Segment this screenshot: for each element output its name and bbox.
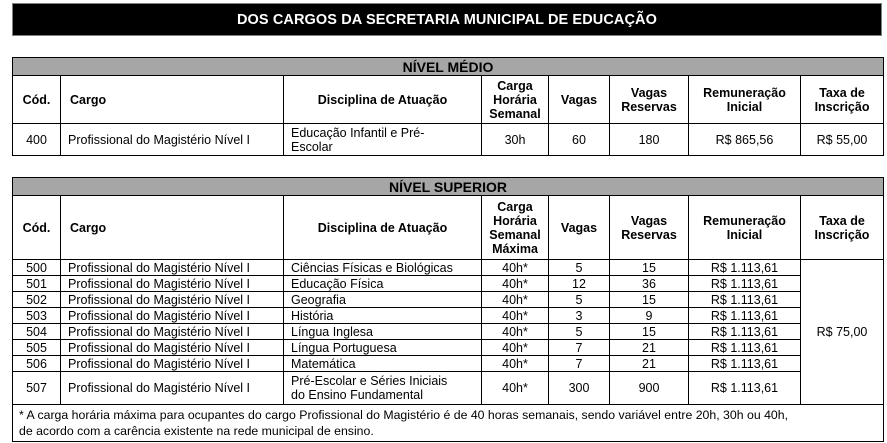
cell-carga: 40h*: [482, 308, 549, 324]
cell-remuneracao: R$ 1.113,61: [689, 276, 801, 292]
cell-carga: 40h*: [482, 372, 549, 405]
table-row: [13, 308, 884, 324]
header-line: Taxa de: [819, 213, 865, 228]
cell-vagas: 5: [549, 260, 610, 276]
cell-line: Língua Inglesa: [291, 324, 374, 339]
header-line: Inscrição: [814, 99, 870, 114]
cell-vagas-reservas: 21: [610, 340, 689, 356]
cell-vagas-reservas: 9: [610, 308, 689, 324]
cell-cargo: Profissional do Magistério Nível I: [61, 260, 284, 276]
header-line: Remuneração: [703, 85, 786, 100]
col-header-cargo: Cargo: [61, 196, 284, 260]
cell-line: Educação Infantil e Pré-: [291, 125, 425, 140]
cell-cargo: Profissional do Magistério Nível I: [61, 124, 284, 156]
cell-remuneracao: R$ 1.113,61: [689, 324, 801, 340]
nivel-medio-table: [12, 57, 884, 156]
table-row: [13, 356, 884, 372]
col-header-carga: [482, 76, 549, 124]
col-header-remuneracao: [689, 76, 801, 124]
cell-carga: 30h: [482, 124, 549, 156]
nivel-superior-table: [12, 177, 884, 442]
cell-line: Ciências Físicas e Biológicas: [291, 260, 453, 275]
footnote-line: * A carga horária máxima para ocupantes do cargo Profissional do Magistério é de 40 horas semanais, sendo variável entre 20h, 30h ou 40h,: [19, 408, 789, 422]
footnote-row: [13, 405, 884, 442]
cell-disciplina: [284, 260, 482, 276]
table-row: [13, 276, 884, 292]
cell-cod: 506: [13, 356, 61, 372]
cell-carga: 40h*: [482, 324, 549, 340]
cell-cod: 400: [13, 124, 61, 156]
cell-line: Escolar: [291, 139, 333, 154]
cell-disciplina: [284, 292, 482, 308]
cell-vagas-reservas: 900: [610, 372, 689, 405]
cell-cod: 501: [13, 276, 61, 292]
footnote: [13, 405, 884, 442]
header-line: Taxa de: [819, 85, 865, 100]
cell-line: Língua Portuguesa: [291, 340, 397, 355]
cell-disciplina: [284, 324, 482, 340]
cell-disciplina: [284, 372, 482, 405]
cell-disciplina: [284, 124, 482, 156]
cell-remuneracao: R$ 1.113,61: [689, 260, 801, 276]
cell-carga: 40h*: [482, 356, 549, 372]
cell-cargo: Profissional do Magistério Nível I: [61, 292, 284, 308]
col-header-carga: [482, 196, 549, 260]
cell-remuneracao: R$ 1.113,61: [689, 356, 801, 372]
cell-line: do Ensino Fundamental: [291, 388, 424, 402]
col-header-vagas: Vagas: [549, 196, 610, 260]
header-line: Reservas: [621, 99, 677, 114]
table-row: [13, 340, 884, 356]
col-header-disciplina: Disciplina de Atuação: [284, 76, 482, 124]
cell-remuneracao: R$ 1.113,61: [689, 292, 801, 308]
section-title: NÍVEL MÉDIO: [13, 58, 884, 76]
cell-cod: 504: [13, 324, 61, 340]
cell-line: Geografia: [291, 292, 346, 307]
cell-disciplina: [284, 308, 482, 324]
header-line: Reservas: [621, 227, 677, 242]
cell-vagas-reservas: 15: [610, 324, 689, 340]
col-header-disciplina: Disciplina de Atuação: [284, 196, 482, 260]
header-line: Semanal: [489, 106, 541, 121]
cell-cod: 503: [13, 308, 61, 324]
cell-cod: 507: [13, 372, 61, 405]
table-row: [13, 372, 884, 405]
col-header-vagas-reservas: [610, 76, 689, 124]
cell-vagas: 7: [549, 340, 610, 356]
cell-line: Pré-Escolar e Séries Iniciais: [291, 374, 448, 388]
table-row: [13, 292, 884, 308]
col-header-vagas-reservas: [610, 196, 689, 260]
cell-vagas-reservas: 21: [610, 356, 689, 372]
cell-remuneracao: R$ 1.113,61: [689, 308, 801, 324]
cell-remuneracao: R$ 1.113,61: [689, 372, 801, 405]
cell-carga: 40h*: [482, 292, 549, 308]
cell-vagas-reservas: 15: [610, 260, 689, 276]
header-line: Horária: [493, 92, 537, 107]
cell-line: História: [291, 308, 334, 323]
cell-vagas: 7: [549, 356, 610, 372]
cell-remuneracao: R$ 1.113,61: [689, 340, 801, 356]
col-header-cargo: Cargo: [61, 76, 284, 124]
cell-vagas: 60: [549, 124, 610, 156]
cell-carga: 40h*: [482, 260, 549, 276]
cell-vagas-reservas: 36: [610, 276, 689, 292]
cell-line: Matemática: [291, 356, 356, 371]
cell-cod: 500: [13, 260, 61, 276]
page-title: DOS CARGOS DA SECRETARIA MUNICIPAL DE EDUCAÇÃO: [12, 3, 882, 36]
header-line: Vagas: [630, 213, 668, 228]
cell-remuneracao: R$ 865,56: [689, 124, 801, 156]
cell-line: Educação Física: [291, 276, 384, 291]
header-line: Remuneração: [703, 213, 786, 228]
header-line: Carga: [497, 78, 533, 93]
cell-cargo: Profissional do Magistério Nível I: [61, 356, 284, 372]
table-row: [13, 324, 884, 340]
header-line: Semanal: [489, 227, 541, 242]
footnote-line: de acordo com a carência existente na rede municipal de ensino.: [19, 424, 374, 438]
table-row: [13, 124, 884, 156]
col-header-cod: Cód.: [13, 76, 61, 124]
cell-disciplina: [284, 340, 482, 356]
col-header-remuneracao: [689, 196, 801, 260]
cell-carga: 40h*: [482, 340, 549, 356]
header-row: [13, 76, 884, 124]
col-header-taxa: [801, 76, 884, 124]
header-line: Inscrição: [814, 227, 870, 242]
cell-taxa: R$ 55,00: [801, 124, 884, 156]
header-line: Inicial: [726, 99, 763, 114]
cell-carga: 40h*: [482, 276, 549, 292]
cell-disciplina: [284, 276, 482, 292]
col-header-taxa: [801, 196, 884, 260]
header-line: Carga: [497, 199, 533, 214]
cell-taxa: R$ 75,00: [801, 260, 884, 405]
header-line: Horária: [493, 213, 537, 228]
cell-cargo: Profissional do Magistério Nível I: [61, 372, 284, 405]
header-row: [13, 196, 884, 260]
cell-cod: 502: [13, 292, 61, 308]
cell-cargo: Profissional do Magistério Nível I: [61, 324, 284, 340]
cell-cod: 505: [13, 340, 61, 356]
header-line: Inicial: [726, 227, 763, 242]
cell-vagas-reservas: 15: [610, 292, 689, 308]
cell-vagas-reservas: 180: [610, 124, 689, 156]
cell-vagas: 300: [549, 372, 610, 405]
table-row: [13, 260, 884, 276]
cell-cargo: Profissional do Magistério Nível I: [61, 340, 284, 356]
header-line: Vagas: [630, 85, 668, 100]
section-title: NÍVEL SUPERIOR: [13, 178, 884, 196]
cell-cargo: Profissional do Magistério Nível I: [61, 308, 284, 324]
cell-vagas: 5: [549, 292, 610, 308]
cell-vagas: 3: [549, 308, 610, 324]
col-header-cod: Cód.: [13, 196, 61, 260]
header-line: Máxima: [492, 241, 538, 256]
cell-disciplina: [284, 356, 482, 372]
cell-vagas: 5: [549, 324, 610, 340]
cell-vagas: 12: [549, 276, 610, 292]
col-header-vagas: Vagas: [549, 76, 610, 124]
cell-cargo: Profissional do Magistério Nível I: [61, 276, 284, 292]
